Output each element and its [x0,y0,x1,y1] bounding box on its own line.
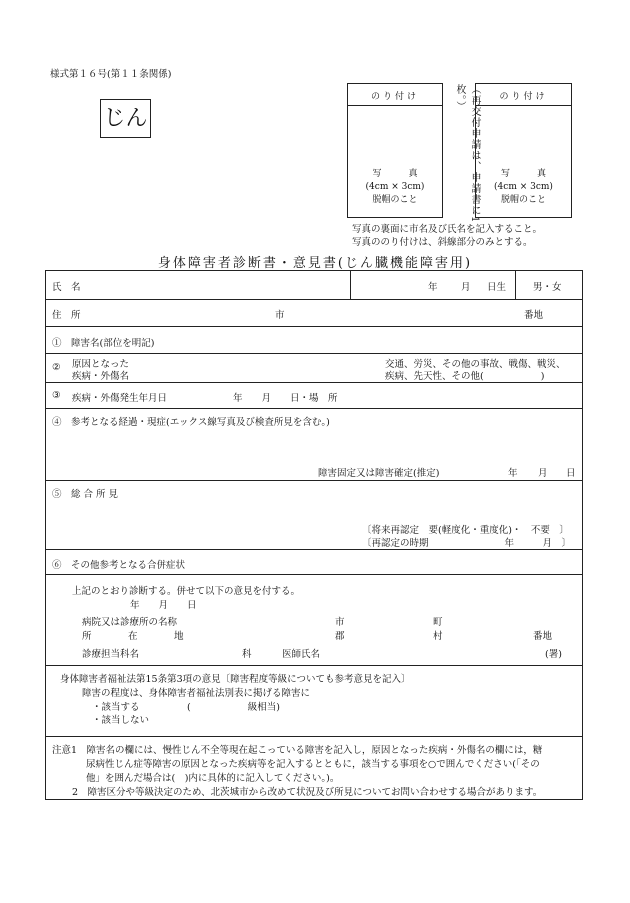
stamp-text: じん [103,106,148,131]
fixed-year: 年 [508,468,518,479]
location-label-c: 地 [174,631,184,642]
cause-label-b: 疾病・外傷名 [72,371,130,382]
complications-label: ⑥ その他参考となる合併症状 [52,560,186,571]
sex-select: 男・女 [533,282,562,293]
hospital-gun: 郡 [335,631,345,642]
doctor-name-label: 医師氏名 [282,649,321,660]
cause-options-2: 疾病、先天性、その他( ) [385,371,545,382]
location-label-a: 所 [82,631,92,642]
hospital-name-label: 病院又は診療所の名称 [82,617,178,628]
birth-day: 日生 [487,282,507,293]
address-label: 住 所 [52,310,81,321]
reissue-note: （再交付申請は、申請書に1枚。） [454,84,480,224]
photo-note: 脱帽のこと [500,195,546,205]
photo-label: 写 真 [372,169,418,179]
location-label-b: 在 [128,631,138,642]
note-1-line-3: 他」を囲んだ場合は( )内に具体的に記入してください。)。 [86,773,340,784]
diagnosis-date: 年 月 日 [130,600,197,611]
re-certification-time: 〔再認定の時期 年 月 〕 [362,538,572,549]
opinion-heading: 身体障害者福祉法第15条第3項の意見〔障害程度等級についても参考意見を記入〕 [60,674,411,685]
photo-note: 脱帽のこと [372,195,418,205]
diagnosis-statement: 上記のとおり診断する。併せて以下の意見を付する。 [72,586,301,597]
onset-date-label: 疾病・外傷発生年月日 [72,393,168,404]
fixed-date-label: 障害固定又は障害確定(推定) [318,468,440,479]
fixed-month: 月 [538,468,548,479]
note-2: 2 障害区分や等級決定のため、北茨城市から改めて状況及び所見についてお問い合わせする場合があります。 [72,787,543,798]
address-banchi: 番地 [524,310,544,321]
department-ka: 科 [242,649,252,660]
photo-box-right [475,83,572,218]
photo-size: (4cm × 3cm) [494,182,553,192]
hospital-city: 市 [335,617,345,628]
cause-options-1: 交通、労災、その他の事故、戦傷、戦災、 [385,359,566,370]
birth-month: 月 [461,282,471,293]
name-label: 氏 名 [52,282,81,293]
note-1-line-1: 注意1 障害名の欄には、慢性じん不全等現在起こっている障害を記入し，原因となった疾病・外傷名の欄には，糖 [52,745,543,756]
photo-glue-label: のり付け [499,92,548,102]
course-label: ④ 参考となる経過・現症(エックス線写真及び検査所見を含む。) [52,417,330,428]
stamp-box [100,99,151,138]
opinion-degree: 障害の程度は、身体障害者福祉法別表に掲げる障害に [82,688,311,699]
onset-date-place: 年 月 日・場 所 [233,393,338,404]
disability-name-label: ① 障害名(部位を明記) [52,338,155,349]
photo-size: (4cm × 3cm) [365,182,425,192]
note-1-line-2: 尿病性じん症等障害の原因となった疾病等を記入するとともに，該当する事項を○で囲んでください(「その [86,759,540,770]
opinion-applicable: ・該当する ( 級相当) [92,702,280,713]
hospital-banchi: 番地 [533,631,553,642]
form-number: 様式第１６号(第１１条関係) [50,69,172,80]
cause-label-a: 原因となった [72,359,130,370]
photo-box-left [347,83,443,218]
hospital-village: 村 [433,631,443,642]
fixed-day: 日 [566,468,576,479]
hospital-town: 町 [433,617,443,628]
opinion-not-applicable: ・該当しない [92,715,150,726]
department-label: 診療担当科名 [82,649,140,660]
item3-number: ③ [52,390,61,401]
address-city: 市 [275,310,285,321]
photo-label: 写 真 [500,169,546,179]
overall-findings-label: ⑤ 総 合 所 見 [52,489,119,500]
item2-number: ② [52,362,61,373]
birth-year: 年 [428,282,438,293]
photo-glue-label: のり付け [370,92,419,102]
photo-instruction-1: 写真の裏面に市名及び氏名を記入すること。 [352,224,543,235]
re-certification-need: 〔将来再認定 要(軽度化・重度化)・ 不要 〕 [362,525,569,536]
photo-instruction-2: 写真ののり付けは、斜線部分のみとする。 [352,237,533,248]
page-title: 身体障害者診断書・意見書(じん臓機能障害用) [157,256,473,271]
doctor-seal: (署) [545,649,562,660]
